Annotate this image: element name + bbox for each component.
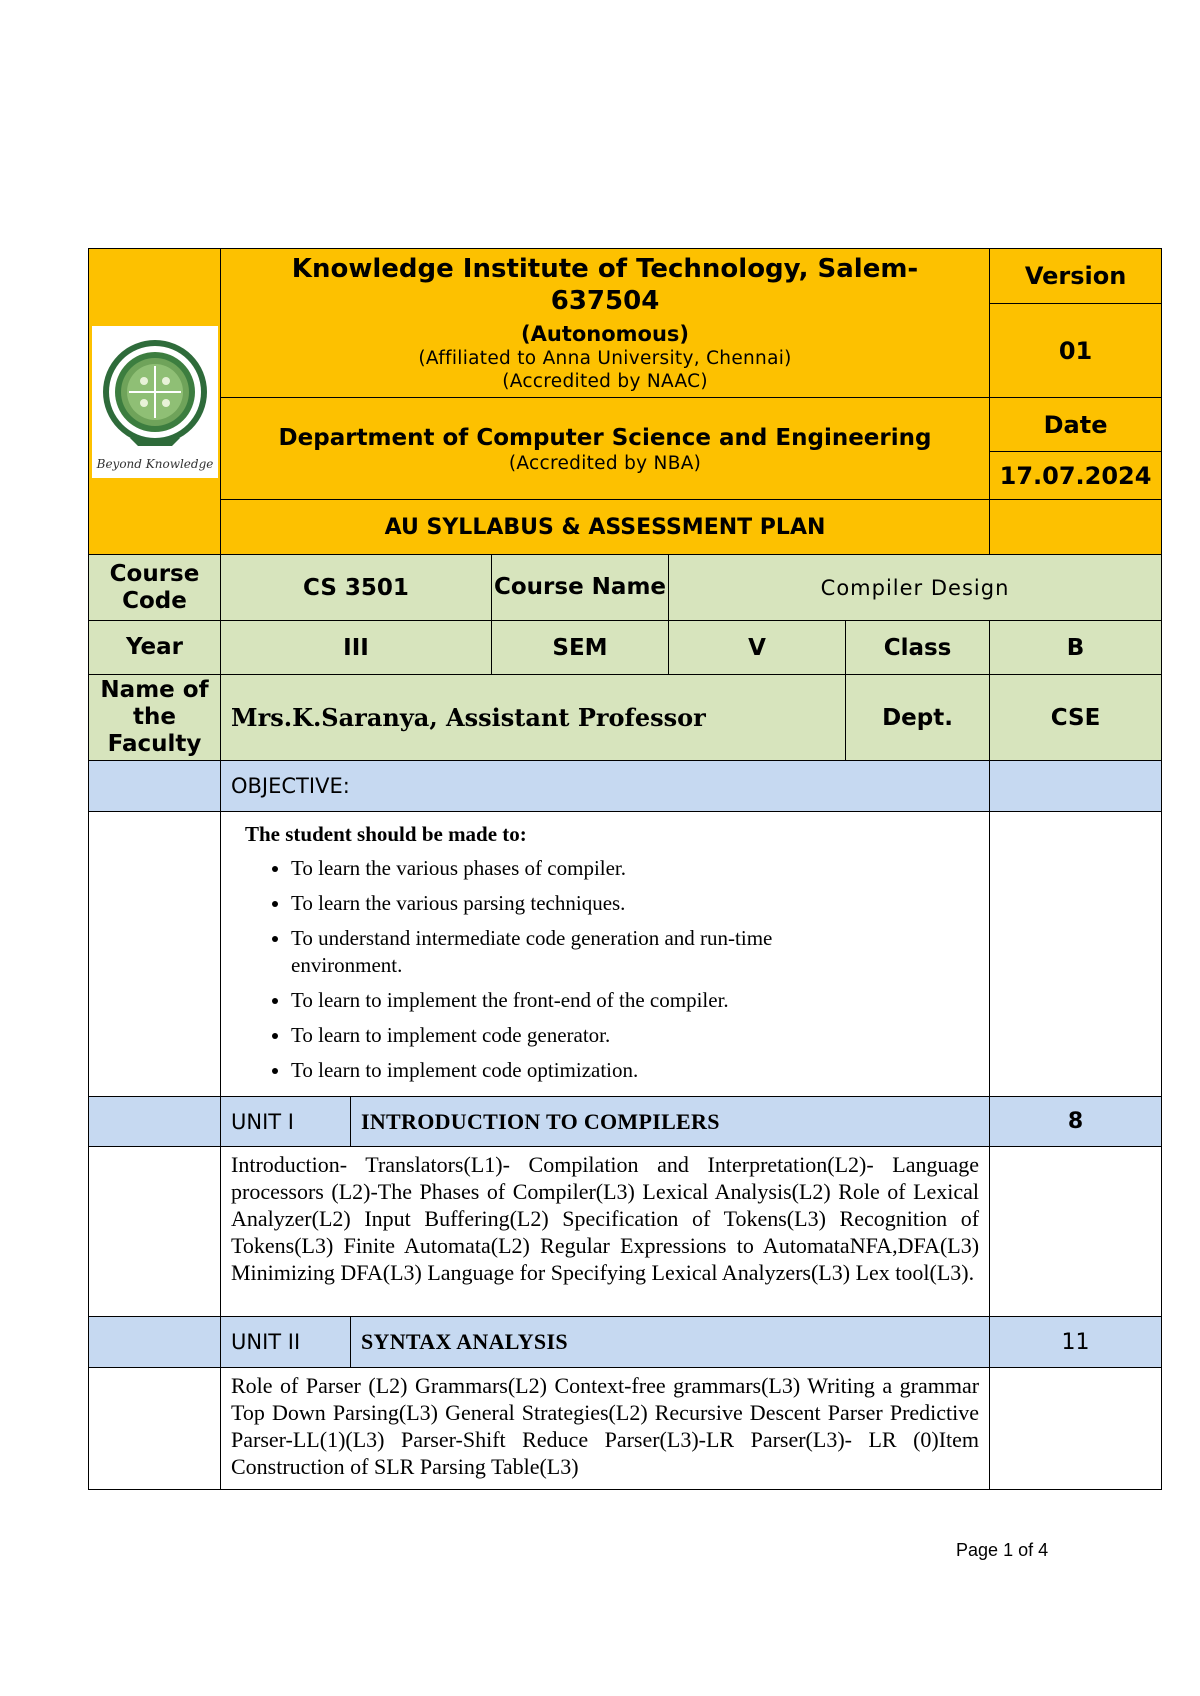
sem-label: SEM: [492, 621, 669, 675]
unit-1-label: UNIT I: [221, 1097, 351, 1147]
autonomous-label: (Autonomous): [521, 322, 690, 346]
objective-item: • To understand intermediate code generation and run-time environment.: [291, 925, 979, 979]
unit-1-hours: 8: [990, 1097, 1162, 1147]
unit-2-content: Role of Parser (L2) Grammars(L2) Context-free grammars(L3) Writing a grammar Top Down Parsing(L3) General Strategies(L2) Recursive Descent Parser Predictive Parser-LL(1)(L3) Parser-Shift Reduce Parser(L3)-LR Parser(L3)- LR (0)Item Construction of SLR Parsing Table(L3): [221, 1368, 990, 1490]
unit-2-label: UNIT II: [221, 1317, 351, 1368]
version-label: Version: [990, 249, 1162, 304]
objective-item: • To learn to implement code generator.: [291, 1022, 979, 1049]
of-word: of: [1018, 1540, 1034, 1560]
date-value: 17.07.2024: [990, 452, 1162, 500]
unit-content-margin: [89, 1368, 221, 1490]
unit-content-right: [990, 1147, 1162, 1317]
objective-content-margin: [89, 812, 221, 1097]
unit-content-margin: [89, 1147, 221, 1317]
institute-name: Knowledge Institute of Technology, Salem-637504: [291, 254, 919, 316]
naac-label: (Accredited by NAAC): [502, 371, 708, 392]
objective-content-right: [990, 812, 1162, 1097]
objective-content: [221, 812, 990, 1097]
unit-margin-cell: [89, 1097, 221, 1147]
faculty-label: Name of the Faculty: [89, 675, 221, 761]
logo-cell: [89, 249, 221, 555]
page-word: Page: [956, 1540, 999, 1560]
date-label: Date: [990, 398, 1162, 452]
department-cell: [221, 398, 990, 500]
affiliation-label: (Affiliated to Anna University, Chennai): [418, 348, 792, 369]
course-code-label: Course Code: [89, 555, 221, 621]
unit-1-title: INTRODUCTION TO COMPILERS: [351, 1097, 990, 1147]
department-name: Department of Computer Science and Engineering: [278, 424, 932, 451]
objective-item: • To learn the various parsing techniques.: [291, 890, 979, 917]
class-label: Class: [846, 621, 990, 675]
course-name-label: Course Name: [492, 555, 669, 621]
unit-2-title: SYNTAX ANALYSIS: [351, 1317, 990, 1368]
objective-right-cell: [990, 761, 1162, 812]
institute-seal-icon: [92, 326, 218, 478]
sem-value: V: [669, 621, 846, 675]
objective-item: • To learn the various phases of compiler.: [291, 855, 979, 882]
syllabus-table: [88, 248, 1162, 1490]
class-value: B: [990, 621, 1162, 675]
objective-item: • To learn to implement the front-end of the compiler.: [291, 987, 979, 1014]
unit-1-content: Introduction- Translators(L1)- Compilation and Interpretation(L2)- Language processors (L2)-The Phases of Compiler(L3) Lexical Analysis(L2) Role of Lexical Analyzer(L2) Input Buffering(L2) Specification of Tokens(L3) Recognition of Tokens(L3) Finite Automata(L2) Regular Expressions to AutomataNFA,DFA(L3) Minimizing DFA(L3) Language for Specifying Lexical Analyzers(L3) Lex tool(L3).: [221, 1147, 990, 1317]
page-number: 1: [1003, 1540, 1014, 1560]
objective-label: OBJECTIVE:: [221, 761, 990, 812]
dept-label: Dept.: [846, 675, 990, 761]
nba-label: (Accredited by NBA): [508, 452, 702, 474]
page-footer: [956, 1540, 1048, 1561]
dept-value: CSE: [990, 675, 1162, 761]
course-code-value: CS 3501: [221, 555, 492, 621]
objective-list: [245, 855, 979, 1084]
unit-content-right: [990, 1368, 1162, 1490]
version-value: 01: [990, 304, 1162, 398]
faculty-value: Mrs.K.Saranya, Assistant Professor: [221, 675, 846, 761]
svg-text:Beyond Knowledge: Beyond Knowledge: [96, 456, 213, 471]
plan-title: AU SYLLABUS & ASSESSMENT PLAN: [221, 500, 990, 555]
page-total: 4: [1038, 1540, 1049, 1560]
year-value: III: [221, 621, 492, 675]
objective-margin-cell: [89, 761, 221, 812]
institute-cell: [221, 249, 990, 398]
year-label: Year: [89, 621, 221, 675]
empty-header-cell: [990, 500, 1162, 555]
objective-item: • To learn to implement code optimization.: [291, 1057, 979, 1084]
objective-heading: The student should be made to:: [245, 822, 527, 846]
unit-margin-cell: [89, 1317, 221, 1368]
unit-2-hours: 11: [990, 1317, 1162, 1368]
institute-logo: [92, 326, 218, 478]
course-name-value: Compiler Design: [669, 555, 1162, 621]
